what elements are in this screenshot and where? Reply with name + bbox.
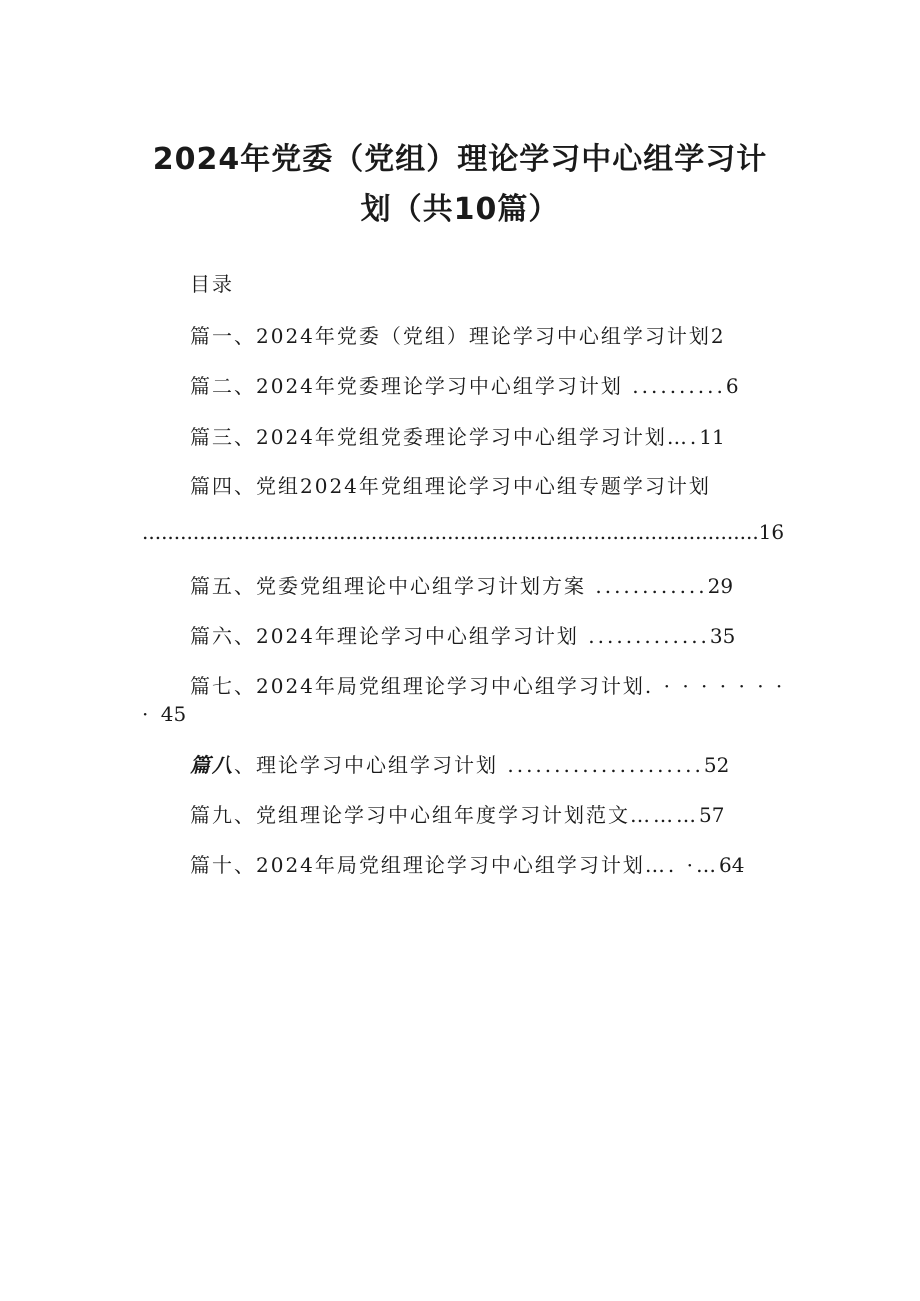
- toc-entry-4[interactable]: [190, 470, 711, 499]
- toc-entry-5[interactable]: [190, 570, 733, 599]
- toc-entry-leader: . · · · · · · ·: [644, 674, 786, 698]
- toc-entry-title: 2024年党委理论学习中心组学习计划: [256, 374, 623, 398]
- toc-entry-page: 35: [709, 624, 736, 648]
- toc-entry-10[interactable]: [190, 849, 744, 878]
- toc-entry-page: 57: [699, 803, 725, 827]
- toc-entry-6[interactable]: [190, 620, 735, 649]
- toc-entry-7[interactable]: [190, 670, 785, 699]
- toc-entry-page: 11: [699, 425, 725, 449]
- toc-entry-label: 篇二、: [190, 374, 256, 398]
- toc-entry-3[interactable]: [190, 421, 725, 450]
- toc-entry-title: 党组理论学习中心组年度学习计划范文: [256, 803, 630, 827]
- toc-entry-2[interactable]: [190, 370, 739, 399]
- toc-entry-label: 篇六、: [190, 624, 256, 648]
- toc-entry-leader: .....................: [498, 753, 704, 777]
- toc-entry-page: 16: [758, 520, 785, 544]
- toc-entry-leader: ..........: [622, 374, 726, 398]
- toc-entry-leader: ………: [630, 803, 699, 827]
- toc-entry-label: 篇五、: [190, 574, 256, 598]
- toc-entry-label: 篇九、: [190, 803, 256, 827]
- toc-entry-page: 6: [725, 374, 739, 398]
- toc-entry-leader: ·: [142, 702, 161, 726]
- toc-entry-title: 2024年局党组理论学习中心组学习计划: [256, 853, 645, 877]
- toc-entry-label: 篇四、: [190, 474, 256, 498]
- toc-entry-leader: …. ·…: [644, 853, 719, 877]
- toc-entry-label: 篇七、: [190, 674, 256, 698]
- toc-entry-title: 党组2024年党组理论学习中心组专题学习计划: [256, 474, 711, 498]
- toc-entry-4-continuation[interactable]: [142, 520, 784, 544]
- document-title-line-1: 2024年党委（党组）理论学习中心组学习计: [152, 142, 768, 177]
- toc-heading: 目录: [190, 272, 234, 296]
- toc-entry-leader: ….: [666, 425, 700, 449]
- toc-entry-page: 52: [703, 753, 730, 777]
- toc-entry-leader: .............: [578, 624, 710, 648]
- toc-entry-label-separator: 、: [234, 753, 256, 777]
- toc-entry-7-continuation[interactable]: [142, 702, 186, 726]
- toc-entry-1[interactable]: [190, 320, 724, 349]
- toc-entry-leader: .................................................................................................: [142, 520, 759, 544]
- toc-entry-title: 2024年党组党委理论学习中心组学习计划: [256, 425, 667, 449]
- toc-entry-title: 党委党组理论中心组学习计划方案: [256, 574, 586, 598]
- toc-entry-label: 篇八: [190, 753, 234, 777]
- toc-entry-page: 2: [710, 324, 724, 348]
- toc-entry-label: 篇一、: [190, 324, 256, 348]
- toc-entry-page: 64: [718, 853, 745, 877]
- toc-entry-label: 篇十、: [190, 853, 256, 877]
- toc-entry-page: 45: [160, 702, 187, 726]
- toc-entry-title: 2024年理论学习中心组学习计划: [256, 624, 579, 648]
- toc-entry-9[interactable]: [190, 799, 724, 828]
- toc-entry-8[interactable]: [190, 749, 729, 778]
- toc-entry-leader: ............: [586, 574, 708, 598]
- toc-entry-title: 2024年党委（党组）理论学习中心组学习计划: [256, 324, 711, 348]
- toc-entry-title: 理论学习中心组学习计划: [256, 753, 498, 777]
- document-title-line-2: 划（共10篇）: [360, 192, 560, 227]
- toc-entry-page: 29: [707, 574, 734, 598]
- toc-entry-label: 篇三、: [190, 425, 256, 449]
- toc-entry-title: 2024年局党组理论学习中心组学习计划: [256, 674, 645, 698]
